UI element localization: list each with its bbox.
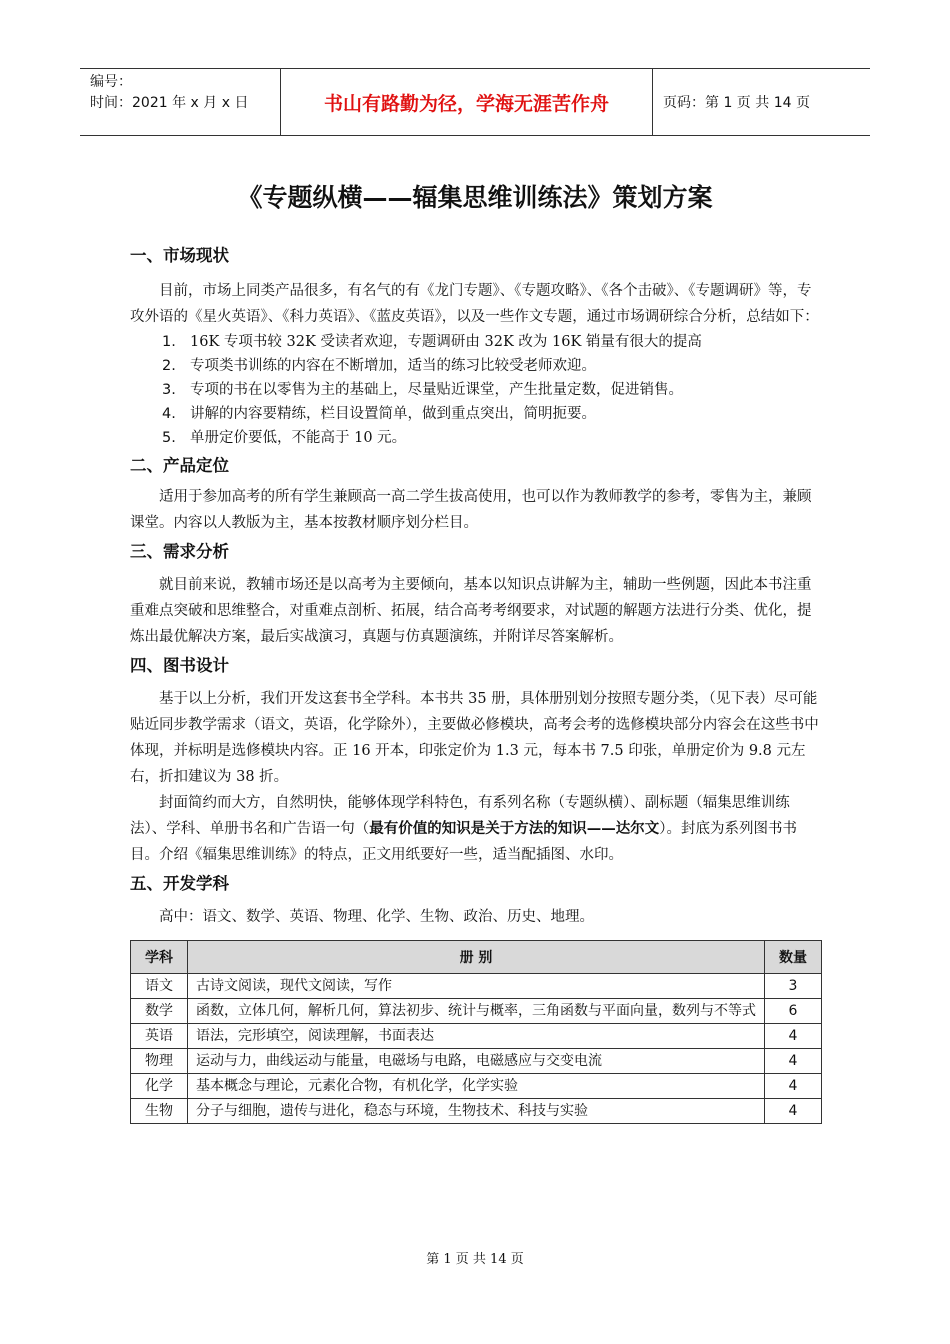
- market-intro: 目前，市场上同类产品很多，有名气的有《龙门专题》、《专题攻略》、《各个击破》、《专题调研》等，专攻外语的《星火英语》、《科力英语》、《蓝皮英语》，以及一些作文专题，通过市场调研综合分析，总结如下：: [130, 283, 819, 325]
- table-header-row: [131, 941, 822, 974]
- header-motto: 书山有路勤为径，学海无涯苦作舟: [281, 69, 653, 135]
- header-meta: [80, 69, 281, 135]
- list-item: 1. 16K 专项书较 32K 受读者欢迎，专题调研由 32K 改为 16K 销量有很大的提高: [162, 334, 702, 350]
- positioning-para: 适用于参加高考的所有学生兼顾高一高二学生拔高使用，也可以作为教师教学的参考，零售为主，兼顾课堂。内容以人教版为主，基本按教材顺序划分栏目。: [130, 489, 812, 531]
- header-page-info: 页码：第 1 页 共 14 页: [663, 95, 810, 111]
- col-count: 数量: [765, 941, 822, 974]
- list-item: 5. 单册定价要低，不能高于 10 元。: [162, 430, 407, 446]
- table-row: 数学 函数，立体几何，解析几何，算法初步、统计与概率，三角函数与平面向量，数列与不等式 6: [131, 999, 822, 1024]
- quote-bold: 最有价值的知识是关于方法的知识——达尔文: [369, 820, 660, 837]
- document-title: 《专题纵横——辐集思维训练法》策划方案: [237, 183, 713, 212]
- list-item: 2. 专项类书训练的内容在不断增加，适当的练习比较受老师欢迎。: [162, 358, 596, 374]
- col-subject: 学科: [131, 941, 188, 974]
- subjects-para: 高中：语文、数学、英语、物理、化学、生物、政治、历史、地理。: [159, 909, 594, 925]
- design-para-1: 基于以上分析，我们开发这套书全学科。本书共 35 册，具体册别划分按照专题分类，（见下表）尽可能贴近同步教学需求（语文，英语，化学除外），主要做必修模块，高考会考的选修模块部分内容会在这些书中体现，并标明是选修模块内容。正 16 开本，印张定价为 1.3 元，每本书 7.5 印张，单册定价为 9.8 元左右，折扣建议为 38 折。: [130, 691, 819, 785]
- section-heading-subjects: 五、开发学科: [130, 874, 229, 893]
- list-item: 3. 专项的书在以零售为主的基础上，尽量贴近课堂，产生批量定数，促进销售。: [162, 382, 683, 398]
- table-row: 语文 古诗文阅读，现代文阅读，写作 3: [131, 974, 822, 999]
- demand-para: 就目前来说，教辅市场还是以高考为主要倾向，基本以知识点讲解为主，辅助一些例题，因此本书注重重难点突破和思维整合，对重难点剖析、拓展，结合高考考纲要求，对试题的解题方法进行分类、优化，提炼出最优解决方案，最后实战演习，真题与仿真题演练，并附详尽答案解析。: [130, 577, 812, 645]
- page-footer: 第 1 页 共 14 页: [426, 1252, 524, 1267]
- section-heading-demand: 三、需求分析: [130, 542, 229, 561]
- document-body: [130, 240, 823, 1124]
- col-volumes: 册 别: [188, 941, 765, 974]
- header-time: 时间：2021 年 x 月 x 日: [90, 95, 249, 111]
- subject-table: [130, 940, 822, 1124]
- section-heading-market: 一、市场现状: [130, 246, 229, 265]
- header-number: 编号：: [90, 74, 132, 90]
- table-row: 化学 基本概念与理论，元素化合物，有机化学，化学实验 4: [131, 1074, 822, 1099]
- section-heading-design: 四、图书设计: [130, 656, 229, 675]
- design-para-2: 封面简约而大方，自然明快，能够体现学科特色，有系列名称（专题纵横）、副标题（辐集思维训练法）、学科、单册书名和广告语一句（最有价值的知识是关于方法的知识——达尔文）。封底为系列图书书目。介绍《辐集思维训练》的特点，正文用纸要好一些，适当配插图、水印。: [130, 795, 797, 863]
- market-list: [130, 330, 823, 450]
- list-item: 4. 讲解的内容要精练，栏目设置简单，做到重点突出，简明扼要。: [162, 406, 596, 422]
- section-heading-positioning: 二、产品定位: [130, 456, 229, 475]
- table-row: 物理 运动与力，曲线运动与能量，电磁场与电路，电磁感应与交变电流 4: [131, 1049, 822, 1074]
- table-row: 生物 分子与细胞，遗传与进化，稳态与环境，生物技术、科技与实验 4: [131, 1099, 822, 1124]
- document-header: [80, 68, 870, 136]
- table-row: 英语 语法，完形填空，阅读理解，书面表达 4: [131, 1024, 822, 1049]
